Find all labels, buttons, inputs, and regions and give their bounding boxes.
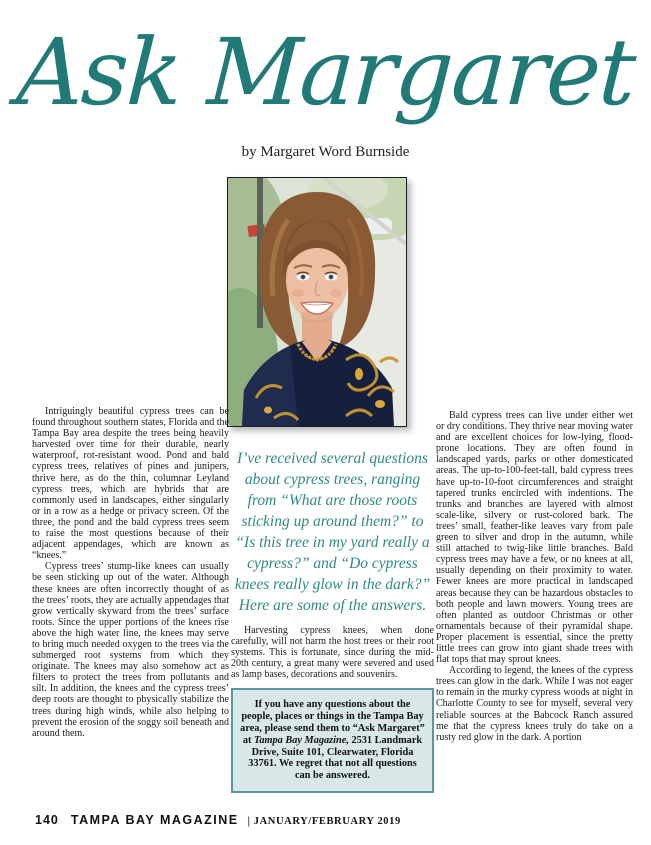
info-box-text: 2531 Landmark Drive, Suite 101, Clearwater, Florida 33761. We regret that not all questions can be answered. bbox=[248, 734, 423, 782]
pull-quote: I’ve received several questions about cypress trees, ranging from “What are those roots sticking up around them?” to “Is this tree in my yard really a cypress?” and “Do cypress knees really glow in the dark?” Here are some of the answers. bbox=[234, 450, 431, 614]
issue-date: | JANUARY/FEBRUARY 2019 bbox=[247, 816, 401, 827]
byline: by Margaret Word Burnside bbox=[241, 144, 410, 160]
body-paragraph: Intriguingly beautiful cypress trees can be found throughout southern states, Florida and the Tampa Bay area despite the trees being heavily harvested over time for their durable, nearly waterproof, rot-resistant wood. Pond and bald cypress trees, relatives of pines and junipers, thrive here, as do the thin, columnar Leyland cypress trees, which are hybrids that are commonly used in landscapes, either singularly or in a row as a hedge or privacy screen. Of the three, the pond and the bald cypress trees seem to raise the most questions because of their adjacent appendages, which are known as “knees.” bbox=[32, 406, 229, 562]
reader-questions-info-box bbox=[231, 688, 434, 793]
page-number: 140 bbox=[35, 813, 59, 827]
left-column bbox=[32, 406, 229, 739]
body-paragraph: Harvesting cypress knees, when done carefully, will not harm the host trees or their root systems. This is fortunate, since during the mid-20th century, a great many were severed and used as lamp bases, decorations and souvenirs. bbox=[231, 625, 434, 681]
portrait-illustration bbox=[228, 178, 406, 426]
middle-column bbox=[231, 448, 434, 793]
body-paragraph: According to legend, the knees of the cypress trees can glow in the dark. While I was not eager to remain in the murky cypress woods at night in Charlotte County to see for myself, several very reliable sources at the Babcock Ranch assured me that the cypress knees truly do take on a rusty red glow in the dark. A portion bbox=[436, 665, 633, 743]
body-paragraph: Bald cypress trees can live under either wet or dry conditions. They thrive near moving water and are excellent choices for low-lying, flood-prone locations. They are often found in landscaped yards, parks or other domesticated areas. The up-to-100-feet-tall, bald cypress trees have up-to-10-foot circumferences and straight tapered trunks encircled with indentions. The trunks and branches are layered with almost scale-like, silvery or rust-colored bark. The trees’ small, feather-like leaves vary from pale green to silver and drop in the autumn, while still attached to twig-like little branches. Bald cypress trees may have a few, or no knees at all, usually depending on their proximity to water. Fewer knees are more practical in landscaped areas because they can be hazardous obstacles to both people and lawn mowers. Young trees are often planted as outdoor Christmas or other ornamentals because of their pyramidal shape. Proper placement is essential, since the pretty little trees can grow into giant shade trees with flat tops that may sprout knees. bbox=[436, 410, 633, 666]
right-column bbox=[436, 410, 633, 743]
page-title: Ask Margaret bbox=[14, 19, 637, 126]
body-paragraph: Cypress trees’ stump-like knees can usually be seen sticking up out of the water. Although these knees are often incorrectly thought of as the trees’ roots, they are actually appendages that grow vertically skyward from the trees’ surface roots. Since the upper portions of the knees rise above the high water line, the knees may serve to bring much needed oxygen to the trees via the submerged root systems from which they originate. The knees may also somehow act as filters to protect the trees from pollutants and silt. In addition, the knees and the cypress trees’ deep roots are thought to physically stabilize the trees during high winds, while also helping to prevent the erosion of the soggy soil beneath and around them. bbox=[32, 561, 229, 739]
page-footer bbox=[35, 811, 615, 829]
author-portrait-photo bbox=[227, 177, 407, 427]
magazine-name: TAMPA BAY MAGAZINE bbox=[70, 813, 239, 827]
info-box-text: If you have any questions about the people, places or things in the Tampa Bay area, please send them to “Ask Margaret” at bbox=[240, 699, 425, 746]
magazine-name-italic: Tampa Bay Magazine, bbox=[254, 734, 349, 746]
